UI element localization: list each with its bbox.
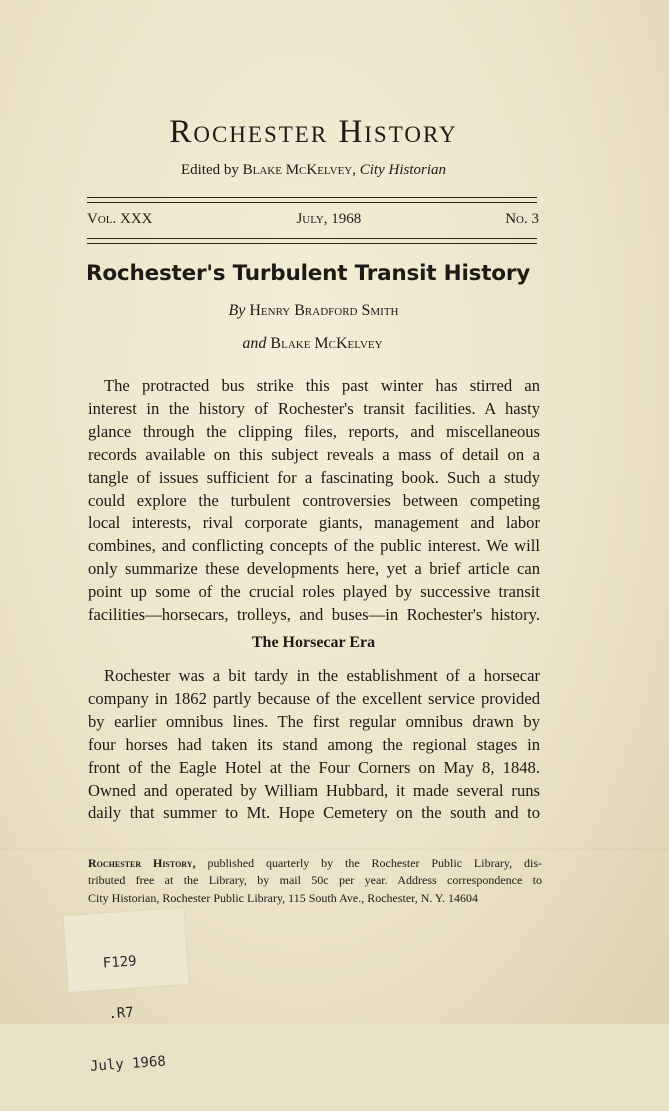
byline-first-author (0, 302, 648, 320)
call-number-line-1: F129 (102, 953, 138, 972)
second-author-name: Blake McKelvey (270, 335, 383, 352)
footnote-label: Rochester History, (88, 856, 196, 870)
issue-info-row (87, 211, 539, 228)
call-number-block (89, 918, 169, 1108)
paragraph-line: glance through the clipping files, reports, and miscellaneous (88, 421, 540, 441)
top-double-rule (87, 197, 537, 203)
paragraph-line: Rochester was a bit tardy in the establishment of a horsecar (104, 666, 540, 685)
call-number-label (63, 908, 188, 1075)
footnote-line: tributed free at the Library, by mail 50c per year. Address correspondence to (88, 873, 542, 888)
volume-label: Vol. XXX (87, 211, 153, 227)
editor-name: Blake McKelvey, (242, 162, 356, 178)
first-author-name: Henry Bradford Smith (249, 302, 399, 319)
footnote-line1-text: published quarterly by the Rochester Public Library, dis- (195, 856, 542, 870)
footnote-line (88, 855, 542, 872)
paragraph-line: by earlier omnibus lines. The first regular omnibus drawn by (88, 711, 540, 731)
paragraph-line: Owned and operated by William Hubbard, it made several runs (88, 780, 540, 800)
paragraph-line: local interests, rival corporate giants, management and labor (88, 513, 540, 533)
byline-prefix-by: By (228, 302, 246, 319)
editor-role: City Historian (356, 162, 447, 178)
paragraph-line: tangle of issues sufficient for a fascinating book. Such a study (88, 467, 540, 487)
issue-date: July, 1968 (296, 211, 362, 227)
paragraph-line: four horses had taken its stand among the regional stages in (88, 734, 540, 754)
paragraph-line: front of the Eagle Hotel at the Four Corners on May 8, 1848. (88, 757, 540, 777)
editor-prefix: Edited by (180, 162, 243, 178)
byline-prefix-and: and (242, 335, 267, 352)
paragraph-line: combines, and conflicting concepts of the public interest. We will (88, 536, 540, 556)
paragraph-line: interest in the history of Rochester's transit facilities. A hasty (88, 398, 540, 418)
byline-second-author (0, 335, 647, 353)
publication-footnote (88, 855, 542, 907)
paragraph-line: daily that summer to Mt. Hope Cemetery on the south and to (88, 803, 540, 823)
paragraph-line: only summarize these developments here, yet a brief article can (88, 559, 540, 579)
editor-line (0, 162, 648, 179)
footnote-line: City Historian, Rochester Public Library, 115 South Ave., Rochester, N. Y. 14604 (88, 890, 479, 905)
journal-title: Rochester History (169, 114, 458, 150)
issue-number: No. 3 (505, 211, 539, 227)
bottom-double-rule (87, 238, 537, 244)
paragraph-line: could explore the turbulent controversies between competing (88, 490, 540, 510)
call-number-line-2: .R7 (107, 1004, 135, 1023)
call-number-date: July 1968 (89, 1053, 167, 1075)
paragraph-2 (88, 665, 540, 825)
page-fold-shadow (0, 848, 669, 852)
paragraph-1 (88, 375, 540, 627)
paragraph-line: point up some of the crucial roles played by successive transit (88, 582, 540, 602)
paragraph-line: records available on this subject reveals a mass of detail on a (88, 444, 540, 464)
section-heading: The Horsecar Era (251, 634, 376, 651)
paragraph-line: The protracted bus strike this past winter has stirred an (104, 376, 540, 395)
paragraph-line: facilities—horsecars, trolleys, and buses—in Rochester's history. (88, 605, 540, 625)
paragraph-line: company in 1862 partly because of the excellent service provided (88, 688, 540, 708)
article-title: Rochester's Turbulent Transit History (86, 261, 531, 286)
